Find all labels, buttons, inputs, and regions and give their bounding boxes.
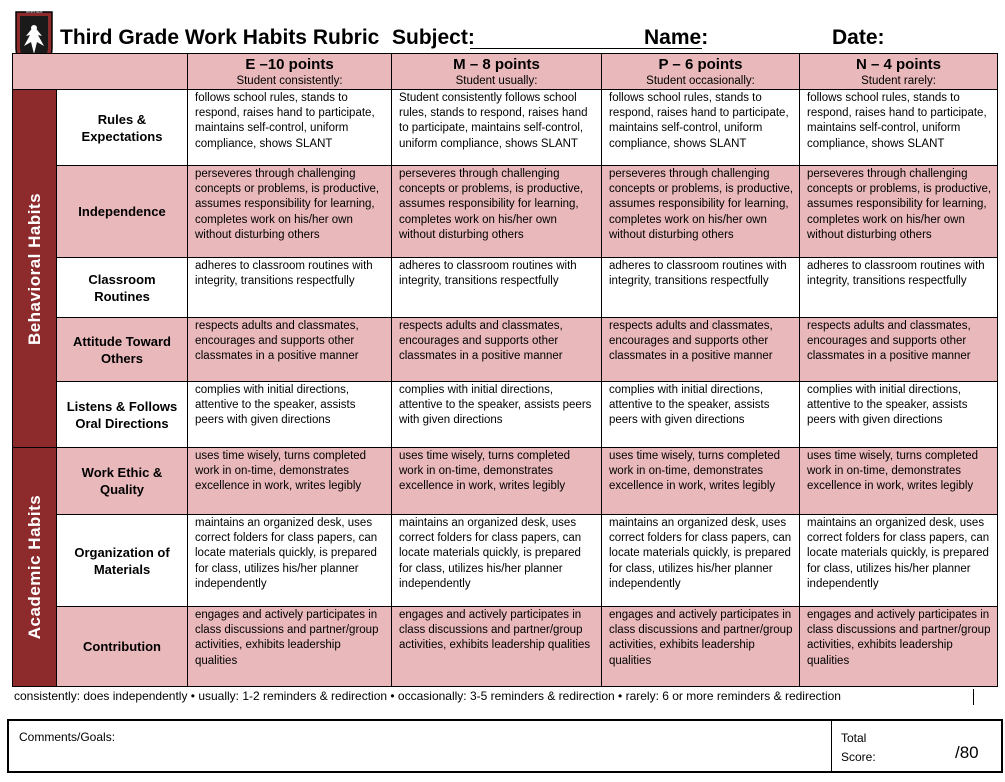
level-label: P – 6 points	[658, 56, 743, 73]
rubric-header-row	[13, 54, 998, 90]
descriptor-cell: maintains an organized desk, uses correct folders for class papers, can locate materials quickly, is prepared for class, utilizes his/her planner independently	[392, 515, 602, 607]
level-sublabel: Student occasionally:	[646, 75, 755, 87]
score-value[interactable]: /80	[955, 743, 979, 762]
descriptor-cell: complies with initial directions, attentive to the speaker, assists peers with given directions	[188, 382, 392, 448]
total-score-label	[841, 729, 876, 767]
descriptor-cell: follows school rules, stands to respond, raises hand to participate, maintains self-control, uniform compliance, shows SLANT	[602, 90, 800, 166]
criterion-label: Classroom Routines	[57, 258, 188, 318]
descriptor-cell: perseveres through challenging concepts or problems, is productive, assumes responsibility for learning, completes work on his/her own without disturbing others	[602, 166, 800, 258]
descriptor-cell: respects adults and classmates, encourages and supports other classmates in a positive manner	[602, 318, 800, 382]
descriptor-cell: complies with initial directions, attentive to the speaker, assists peers with given directions	[392, 382, 602, 448]
descriptor-cell: respects adults and classmates, encourages and supports other classmates in a positive manner	[392, 318, 602, 382]
criterion-label: Contribution	[57, 607, 188, 687]
descriptor-cell: maintains an organized desk, uses correct folders for class papers, can locate materials quickly, is prepared for class, utilizes his/her planner independently	[602, 515, 800, 607]
level-label: M – 8 points	[453, 56, 540, 73]
descriptor-cell: uses time wisely, turns completed work in on-time, demonstrates excellence in work, writes legibly	[602, 448, 800, 515]
level-sublabel: Student rarely:	[861, 75, 936, 87]
descriptor-cell: engages and actively participates in class discussions and partner/group activities, exhibits leadership qualities	[188, 607, 392, 687]
box-divider	[831, 721, 832, 771]
rubric-row	[13, 515, 998, 607]
rubric-row	[13, 258, 998, 318]
rubric-row	[13, 318, 998, 382]
comments-score-box	[7, 719, 1003, 773]
descriptor-cell: perseveres through challenging concepts or problems, is productive, assumes responsibility for learning, completes work on his/her own without disturbing others	[800, 166, 998, 258]
rubric-row	[13, 166, 998, 258]
section-band-behavioral	[13, 90, 57, 448]
descriptor-cell: perseveres through challenging concepts or problems, is productive, assumes responsibility for learning, completes work on his/her own without disturbing others	[188, 166, 392, 258]
descriptor-cell: respects adults and classmates, encourages and supports other classmates in a positive manner	[800, 318, 998, 382]
section-label: Academic Habits	[24, 494, 44, 640]
logo-text-top: VERITAS	[25, 9, 43, 14]
rubric-table	[12, 53, 998, 687]
criterion-label: Rules & Expectations	[57, 90, 188, 166]
descriptor-cell: complies with initial directions, attentive to the speaker, assists peers with given directions	[800, 382, 998, 448]
score-label: Score:	[841, 750, 876, 764]
descriptor-cell: uses time wisely, turns completed work in on-time, demonstrates excellence in work, writes legibly	[188, 448, 392, 515]
descriptor-cell: adheres to classroom routines with integrity, transitions respectfully	[602, 258, 800, 318]
descriptor-cell: engages and actively participates in class discussions and partner/group activities, exhibits leadership qualities	[392, 607, 602, 687]
rubric-row	[13, 607, 998, 687]
descriptor-cell: engages and actively participates in class discussions and partner/group activities, exhibits leadership qualities	[800, 607, 998, 687]
level-label: N – 4 points	[855, 56, 941, 73]
section-label: Behavioral Habits	[24, 192, 44, 345]
date-label: Date:	[832, 26, 885, 49]
level-sublabel: Student consistently:	[236, 75, 343, 87]
header-blank-cell	[13, 54, 188, 90]
section-band-academic	[13, 448, 57, 687]
title-bar	[58, 26, 998, 54]
rubric-row	[13, 382, 998, 448]
level-header	[188, 54, 392, 90]
descriptor-cell: complies with initial directions, attentive to the speaker, assists peers with given directions	[602, 382, 800, 448]
comments-label: Comments/Goals:	[19, 730, 116, 744]
rubric-row	[13, 448, 998, 515]
criterion-label: Listens & Follows Oral Directions	[57, 382, 188, 448]
descriptor-cell: engages and actively participates in class discussions and partner/group activities, exhibits leadership qualities	[602, 607, 800, 687]
name-label: Name:	[644, 26, 709, 49]
criterion-label: Organization of Materials	[57, 515, 188, 607]
subject-label: Subject:	[392, 26, 475, 49]
legend-divider	[973, 689, 974, 705]
descriptor-cell: maintains an organized desk, uses correct folders for class papers, can locate materials quickly, is prepared for class, utilizes his/her planner independently	[188, 515, 392, 607]
page-title: Third Grade Work Habits Rubric	[60, 26, 380, 49]
level-sublabel: Student usually:	[455, 75, 538, 87]
frequency-legend: consistently: does independently • usually: 1-2 reminders & redirection • occasionally: 3-5 reminders & redirection • rarely: 6 or more reminders & redirection	[14, 689, 841, 703]
descriptor-cell: adheres to classroom routines with integrity, transitions respectfully	[800, 258, 998, 318]
descriptor-cell: adheres to classroom routines with integrity, transitions respectfully	[392, 258, 602, 318]
descriptor-cell: respects adults and classmates, encourages and supports other classmates in a positive manner	[188, 318, 392, 382]
descriptor-cell: follows school rules, stands to respond, raises hand to participate, maintains self-control, uniform compliance, shows SLANT	[188, 90, 392, 166]
descriptor-cell: uses time wisely, turns completed work in on-time, demonstrates excellence in work, writes legibly	[392, 448, 602, 515]
rubric-row	[13, 90, 998, 166]
criterion-label: Independence	[57, 166, 188, 258]
descriptor-cell: Student consistently follows school rules, stands to respond, raises hand to participate, maintains self-control, uniform compliance, shows SLANT	[392, 90, 602, 166]
descriptor-cell: uses time wisely, turns completed work in on-time, demonstrates excellence in work, writes legibly	[800, 448, 998, 515]
descriptor-cell: maintains an organized desk, uses correct folders for class papers, can locate materials quickly, is prepared for class, utilizes his/her planner independently	[800, 515, 998, 607]
descriptor-cell: follows school rules, stands to respond, raises hand to participate, maintains self-control, uniform compliance, shows SLANT	[800, 90, 998, 166]
descriptor-cell: perseveres through challenging concepts or problems, is productive, assumes responsibility for learning, completes work on his/her own without disturbing others	[392, 166, 602, 258]
descriptor-cell: adheres to classroom routines with integrity, transitions respectfully	[188, 258, 392, 318]
level-header	[800, 54, 998, 90]
level-header	[602, 54, 800, 90]
level-label: E –10 points	[245, 56, 334, 73]
criterion-label: Attitude Toward Others	[57, 318, 188, 382]
total-label: Total	[841, 731, 867, 745]
criterion-label: Work Ethic & Quality	[57, 448, 188, 515]
level-header	[392, 54, 602, 90]
